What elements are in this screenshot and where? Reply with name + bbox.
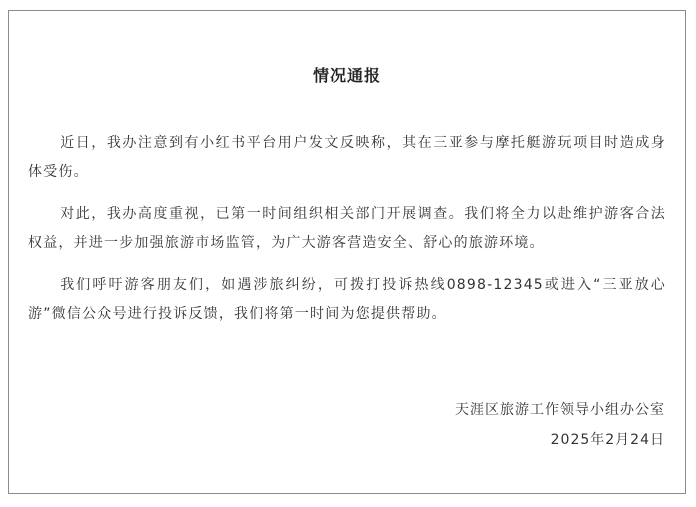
notice-body (28, 129, 666, 342)
paragraph-response: 对此，我办高度重视，已第一时间组织相关部门开展调查。我们将全力以赴维护游客合法权益，并进一步加强旅游市场监管，为广大游客营造安全、舒心的旅游环境。 (28, 206, 666, 251)
notice-title: 情况通报 (312, 66, 381, 85)
notice-frame (8, 10, 686, 494)
signature-organization: 天涯区旅游工作领导小组办公室 (455, 402, 665, 418)
paragraph-incident: 近日，我办注意到有小红书平台用户发文反映称，其在三亚参与摩托艇游玩项目时造成身体受伤。 (28, 135, 666, 180)
signature-date: 2025年2月24日 (550, 432, 665, 448)
paragraph-appeal: 我们呼吁游客朋友们，如遇涉旅纠纷，可拨打投诉热线0898-12345或进入“三亚放心游”微信公众号进行投诉反馈，我们将第一时间为您提供帮助。 (28, 277, 666, 322)
